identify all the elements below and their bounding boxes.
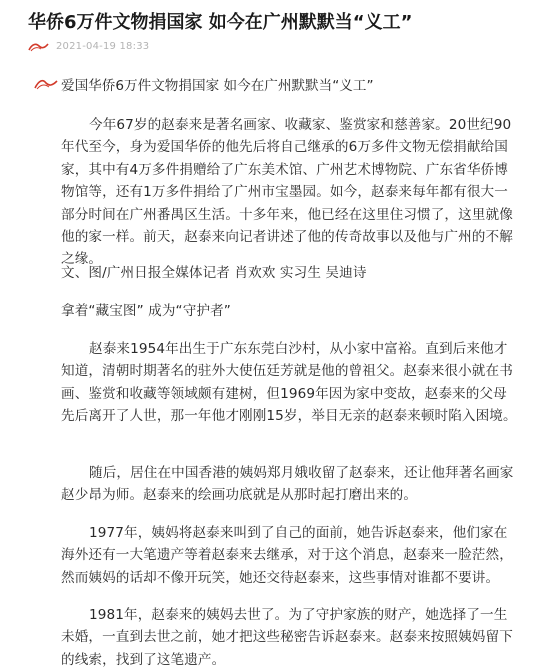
paragraph-4: 1977年，姨妈将赵泰来叫到了自己的面前，她告诉赵泰来，他们家在海外还有一大笔遗产等着赵泰来去继承，对于这个消息，赵泰来一脸茫然，然而姨妈的话却不像开玩笑，她还交待赵泰来，这些事情对谁都不要讲。 (61, 525, 513, 586)
byline: 文、图/广州日报全媒体记者 肖欢欢 实习生 吴迪诗 (61, 265, 367, 281)
paragraph-5: 1981年，赵泰来的姨妈去世了。为了守护家族的财产，她选择了一生未婚，一直到去世之前，她才把这些秘密告诉赵泰来。赵泰来按照姨妈留下的线索，找到了这笔遗产。 (61, 607, 513, 668)
article-title: 华侨6万件文物捐国家 如今在广州默默当“义工” (28, 12, 413, 33)
lead-line: 爱国华侨6万件文物捐国家 如今在广州默默当“义工” (61, 78, 374, 94)
section-heading: 拿着“藏宝图” 成为“守护者” (61, 303, 231, 319)
article-meta (28, 40, 149, 54)
publish-timestamp: 2021-04-19 18:33 (56, 41, 150, 52)
paragraph-2: 赵泰来1954年出生于广东东莞白沙村，从小家中富裕。直到后来他才知道，清朝时期著名的驻外大使伍廷芳就是他的曾祖父。赵泰来很小就在书画、鉴赏和收藏等领域颇有建树，但1969年因为家中变故，赵泰来的父母先后离开了人世，那一年他才刚刚15岁，举目无亲的赵泰来顿时陷入困境。 (61, 341, 517, 425)
paragraph-3: 随后，居住在中国香港的姨妈郑月娥收留了赵泰来，还让他拜著名画家赵少昂为师。赵泰来的绘画功底就是从那时起打磨出来的。 (61, 465, 514, 504)
paragraph-1: 今年67岁的赵泰来是著名画家、收藏家、鉴赏家和慈善家。20世纪90年代至今，身为爱国华侨的他先后将自己继承的6万多件文物无偿捐献给国家，其中有4万多件捐赠给了广东美术馆、广州艺术博物院、广东省华侨博物馆等，还有1万多件捐给了广州市宝墨园。如今，赵泰来每年都有很大一部分时间在广州番禺区生活。十多年来，他已经在这里住习惯了，这里就像他的家一样。前天，赵泰来向记者讲述了他的传奇故事以及他与广州的不解之缘。 (61, 117, 513, 268)
source-logo-icon (28, 41, 49, 53)
lead-source-logo-icon (34, 76, 58, 90)
